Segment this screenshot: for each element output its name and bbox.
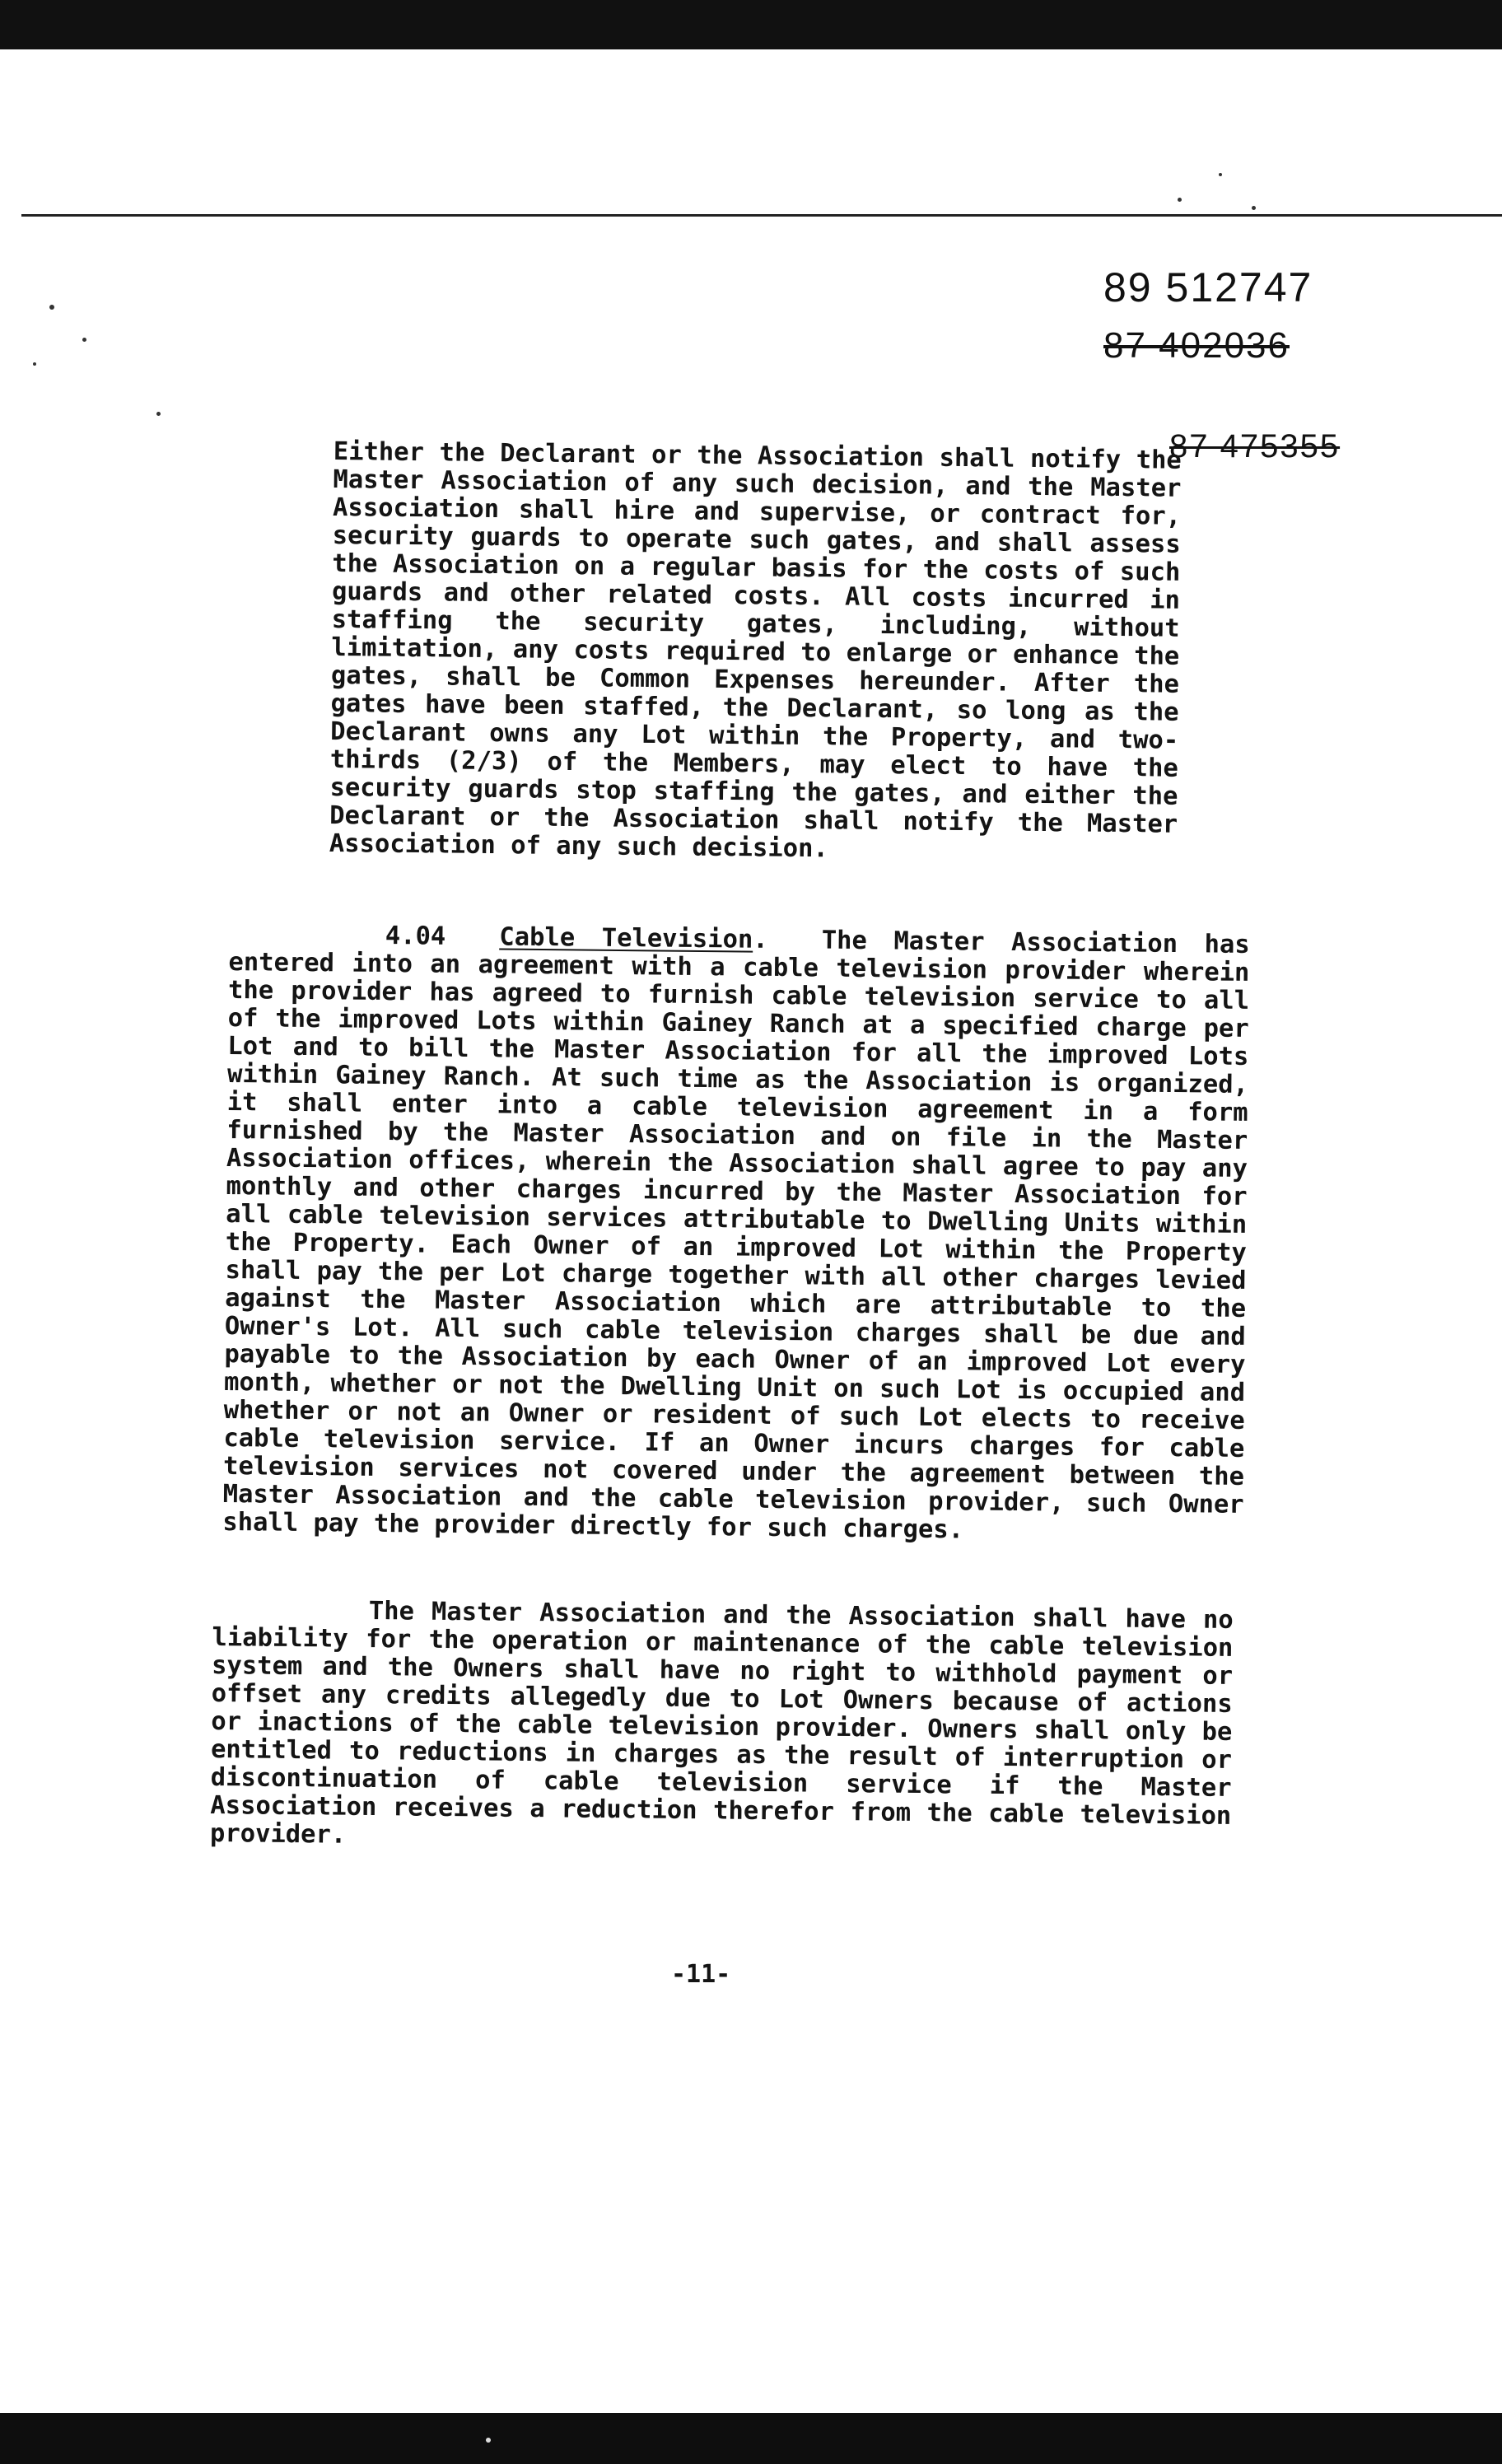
recording-number-stamp: 89 512747 [1103,264,1313,310]
paragraph-indent [229,942,385,944]
paragraph-security-gates: Either the Declarant or the Association shall notify the Master Association of any such decision, and the Master Association shall hire and supervise, or contract for, security guards to operate such gates, and shall assess the Association on a regular basis for the costs of such guards and other related costs. All costs incurred in staffing the security gates, including, without limitation, any costs required to enlarge or enhance the gates, shall be Common Expenses hereunder. After the gates have been staffed, the Declarant, so long as the Declarant owns any Lot within the Property, and two-thirds (2/3) of the Members, may elect to have the security guards stop staffing the gates, and either the Declarant or the Association shall notify the Master Association of any such decision. [329,437,1182,864]
paragraph-indent [212,1617,369,1619]
scan-bottom-border [0,2413,1502,2464]
section-number: 4.04 [385,921,446,951]
scan-speck [156,412,161,416]
struck-recording-number: 87 402036 [1103,325,1290,366]
scan-speck [82,338,86,342]
section-title: Cable Television [499,922,753,954]
scan-speck [1252,206,1256,210]
scan-speck [33,362,36,366]
paragraph-liability-text: The Master Association and the Association shall have no liability for the operation or maintenance of the cable television system and the Owners shall have no right to withhold payment or offset any credits allegedly due to Lot Owners because of actions or inactions of the cable television provider. Owners shall only be entitled to reductions in charges as the result of interruption or discontinuation of cable television service if the Master Association receives a reduction therefor from the cable television provider. [209,1596,1234,1850]
scan-speck [49,305,54,310]
section-body: The Master Association has entered into an agreement with a cable television provider wherein the provider has agreed to furnish cable television service to all of the improved Lots within Gainey Ranch at a specified charge per Lot and to bill the Master Association for all the improved Lots within Gainey Ranch. At such time as the Association is organized, it shall enter into a cable television agreement in a form furnished by the Master Association and on file in the Master Association offices, wherein the Association shall agree to pay any monthly and other charges incurred by the Master Association for all cable television services attributable to Dwelling Units within the Property. Each Owner of an improved Lot within the Property shall pay the per Lot charge together with all other charges levied against the Master Association which are attributable to the Owner's Lot. All such cable television charges shall be due and payable to the Association by each Owner of an improved Lot every month, whether or not the Dwelling Unit on such Lot is occupied and whether or not an Owner or resident of such Lot elects to receive cable television service. If an Owner incurs charges for cable television services not covered under the agreement between the Master Association and the cable television provider, such Owner shall pay the provider directly for such charges. [222,926,1250,1545]
scan-speck [486,2438,491,2443]
scan-speck [1178,198,1182,202]
page-number: -11- [671,1960,731,1989]
section-cable-television: 4.04 Cable Television. The Master Association has entered into an agreement with a cable television provider wherein the provider has agreed to furnish cable television service to all of the improved Lots within Gainey Ranch at a specified charge per Lot and to bill the Master Association for all the improved Lots within Gainey Ranch. At such time as the Association is organized, it shall enter into a cable television agreement in a form furnished by the Master Association and on file in the Master Association offices, wherein the Association shall agree to pay any monthly and other charges incurred by the Master Association for all cable television services attributable to Dwelling Units within the Property. Each Owner of an improved Lot within the Property shall pay the per Lot charge together with all other charges levied against the Master Association which are attributable to the Owner's Lot. All such cable television charges shall be due and payable to the Association by each Owner of an improved Lot every month, whether or not the Dwelling Unit on such Lot is occupied and whether or not an Owner or resident of such Lot elects to receive cable television service. If an Owner incurs charges for cable television services not covered under the agreement between the Master Association and the cable television provider, such Owner shall pay the provider directly for such charges. [222,921,1250,1545]
paragraph-liability [210,1596,1234,1859]
struck-recording-number-2: 87 475355 [1169,428,1341,464]
scan-speck [1219,173,1222,176]
